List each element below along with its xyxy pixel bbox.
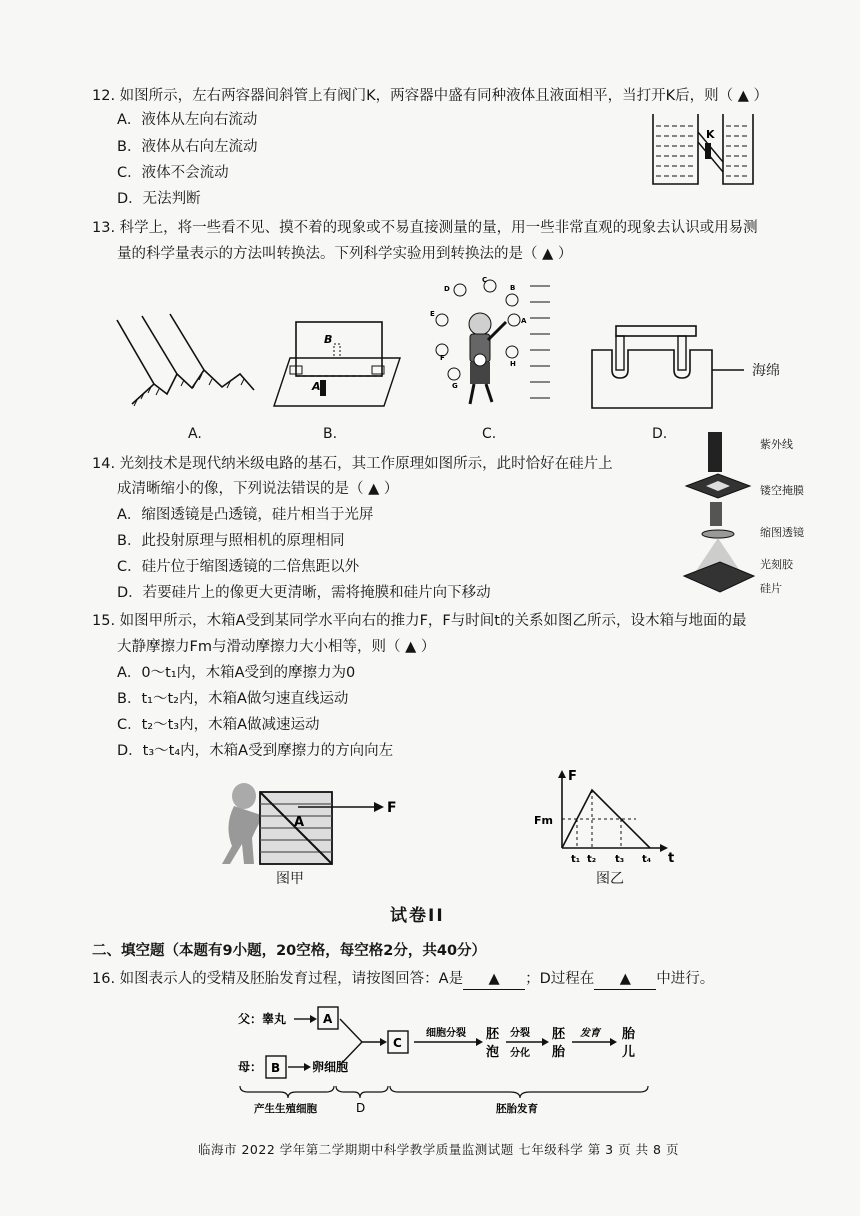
q16-stem <box>92 969 714 990</box>
q16-stage3-bottom: 儿 <box>622 1045 636 1060</box>
q13-figure-c-mark-d: D <box>444 285 450 293</box>
q14-stem-line1: 14. 光刻技术是现代纳米级电路的基石，其工作原理如图所示，此时恰好在硅片上 <box>92 456 613 472</box>
q15-figure-jia-caption: 图甲 <box>276 871 304 887</box>
q14-stem-line2: 成清晰缩小的像，下列说法错误的是（ ▲ ） <box>117 481 399 497</box>
q14-label-wafer: 硅片 <box>760 582 782 595</box>
q14-label-lens: 缩图透镜 <box>760 526 804 539</box>
q14-option-c[interactable]: C．硅片位于缩图透镜的二倍焦距以外 <box>117 559 360 575</box>
q15-graph-fm-label: Fm <box>534 814 553 827</box>
q13-stem-line2: 量的科学量表示的方法叫转换法。下列科学实验用到转换法的是（ ▲ ） <box>117 246 573 262</box>
q15-stem-line2: 大静摩擦力Fm与滑动摩擦力大小相等，则（ ▲ ） <box>117 639 436 655</box>
q13-figure-d-sponge-label: 海绵 <box>752 363 780 379</box>
q16-bracket3-label: 胚胎发育 <box>496 1103 538 1115</box>
q15-option-a[interactable]: A．0～t₁内，木箱A受到的摩擦力为0 <box>117 665 356 681</box>
q15-option-d[interactable]: D．t₃～t₄内，木箱A受到摩擦力的方向向左 <box>117 743 394 759</box>
q12-stem: 12. 如图所示，左右两容器间斜管上有阀门K，两容器中盛有同种液体且液面相平，当打开K后，则（ ▲ ） <box>92 88 769 104</box>
q15-force-label: F <box>387 800 397 816</box>
q16-egg-label: 卵细胞 <box>312 1060 349 1074</box>
q16-bracket1-label: 产生生殖细胞 <box>254 1103 317 1115</box>
q16-stem-part-c: 中进行。 <box>656 971 715 987</box>
q16-box-c: C <box>393 1036 402 1050</box>
q13-figure-b-mark-b: B <box>324 333 333 346</box>
q13-figure-b-label: B. <box>323 426 338 442</box>
q14-option-b[interactable]: B．此投射原理与照相机的原理相同 <box>117 533 345 549</box>
q15-crate-label: A <box>294 815 305 830</box>
q13-figure-c-mark-b: B <box>510 284 516 292</box>
q13-figure-c-mark-h: H <box>510 360 516 368</box>
q16-stem-part-a: 16. 如图表示人的受精及胚胎发育过程，请按图回答：A是 <box>92 971 464 987</box>
q15-option-c[interactable]: C．t₂～t₃内，木箱A做减速运动 <box>117 717 320 733</box>
q15-graph-y-label: F <box>568 769 577 784</box>
q15-graph-tick-t2: t₂ <box>587 854 597 865</box>
q13-figure-c-mark-g: G <box>452 382 458 390</box>
q16-box-b: B <box>271 1061 281 1075</box>
q13-figure-c-mark-a: A <box>521 317 527 325</box>
q13-figure-b-mirror <box>272 318 402 410</box>
q16-step2-bottom: 分化 <box>510 1048 530 1059</box>
section-heading: 二、填空题（本题有9小题，20空格，每空格2分，共40分） <box>92 943 487 959</box>
q14-option-a[interactable]: A．缩图透镜是凸透镜，硅片相当于光屏 <box>117 507 374 523</box>
q14-label-mask: 镂空掩膜 <box>760 484 804 497</box>
q15-figure-yi-graph <box>530 768 680 868</box>
q13-figure-c-mark-c: C <box>482 276 488 284</box>
q13-figure-c-mark-e: E <box>430 310 435 318</box>
q16-stage3-top: 胎 <box>622 1027 636 1042</box>
q14-lithography-figure <box>680 430 756 596</box>
q16-bracket2-label: D <box>356 1101 366 1115</box>
q16-box-a: A <box>323 1012 333 1026</box>
q15-graph-x-label: t <box>668 851 675 866</box>
q15-graph-tick-t3: t₃ <box>615 854 625 865</box>
q15-figure-yi-caption: 图乙 <box>596 871 624 887</box>
q16-stage1-top: 胚 <box>486 1027 500 1042</box>
q15-figure-jia-crate <box>214 776 404 868</box>
q16-stem-part-b: ；D过程在 <box>525 971 595 987</box>
q13-figure-b-mark-a: A <box>312 380 321 393</box>
q13-stem-line1: 13. 科学上，将一些看不见、摸不着的现象或不易直接测量的量，用一些非常直观的现象去认识或用易测 <box>92 220 758 236</box>
section-title: 试卷II <box>390 906 445 926</box>
page-footer: 临海市 2022 学年第二学期期中科学教学质量监测试题 七年级科学 第 3 页 共 8 页 <box>198 1142 679 1157</box>
q12-option-d[interactable]: D．无法判断 <box>117 191 201 207</box>
q16-stage2-top: 胚 <box>552 1027 566 1042</box>
q12-option-a[interactable]: A．液体从左向右流动 <box>117 112 258 128</box>
q12-option-c[interactable]: C．液体不会流动 <box>117 165 229 181</box>
q14-label-photoresist: 光刻胶 <box>760 558 793 571</box>
q16-step2-top: 分裂 <box>510 1028 530 1039</box>
q16-stage2-bottom: 胎 <box>552 1045 566 1060</box>
q12-container-figure <box>648 112 758 190</box>
q13-figure-c-label: C. <box>482 426 497 442</box>
q13-figure-a-reflection <box>112 312 262 412</box>
q13-figure-d-sponge <box>588 320 758 412</box>
q16-father-label: 父：睾丸 <box>238 1012 287 1026</box>
q14-label-uv: 紫外线 <box>760 438 793 451</box>
q15-stem-line1: 15. 如图甲所示，木箱A受到某同学水平向右的推力F，F与时间t的关系如图乙所示，设木箱与地面的最 <box>92 613 747 629</box>
q13-figure-d-label: D. <box>652 426 668 442</box>
q16-fertilization-diagram <box>230 998 660 1120</box>
q13-figure-a-label: A. <box>188 426 202 442</box>
q16-blank-d[interactable]: ▲ <box>594 969 656 990</box>
q16-mother-label: 母： <box>238 1060 263 1074</box>
q12-valve-label: K <box>706 128 715 141</box>
q15-option-b[interactable]: B．t₁～t₂内，木箱A做匀速直线运动 <box>117 691 349 707</box>
q12-option-b[interactable]: B．液体从右向左流动 <box>117 139 258 155</box>
q13-figure-c-boy <box>424 276 554 414</box>
q16-blank-a[interactable]: ▲ <box>463 969 525 990</box>
q15-graph-tick-t1: t₁ <box>571 854 581 865</box>
q16-stage1-bottom: 泡 <box>486 1045 500 1060</box>
q13-figure-c-mark-f: F <box>440 354 445 362</box>
q15-graph-tick-t4: t₄ <box>642 854 652 865</box>
q16-step3-label: 发育 <box>580 1028 600 1039</box>
q14-option-d[interactable]: D．若要硅片上的像更大更清晰，需将掩膜和硅片向下移动 <box>117 585 491 601</box>
q16-step1-label: 细胞分裂 <box>426 1028 466 1039</box>
